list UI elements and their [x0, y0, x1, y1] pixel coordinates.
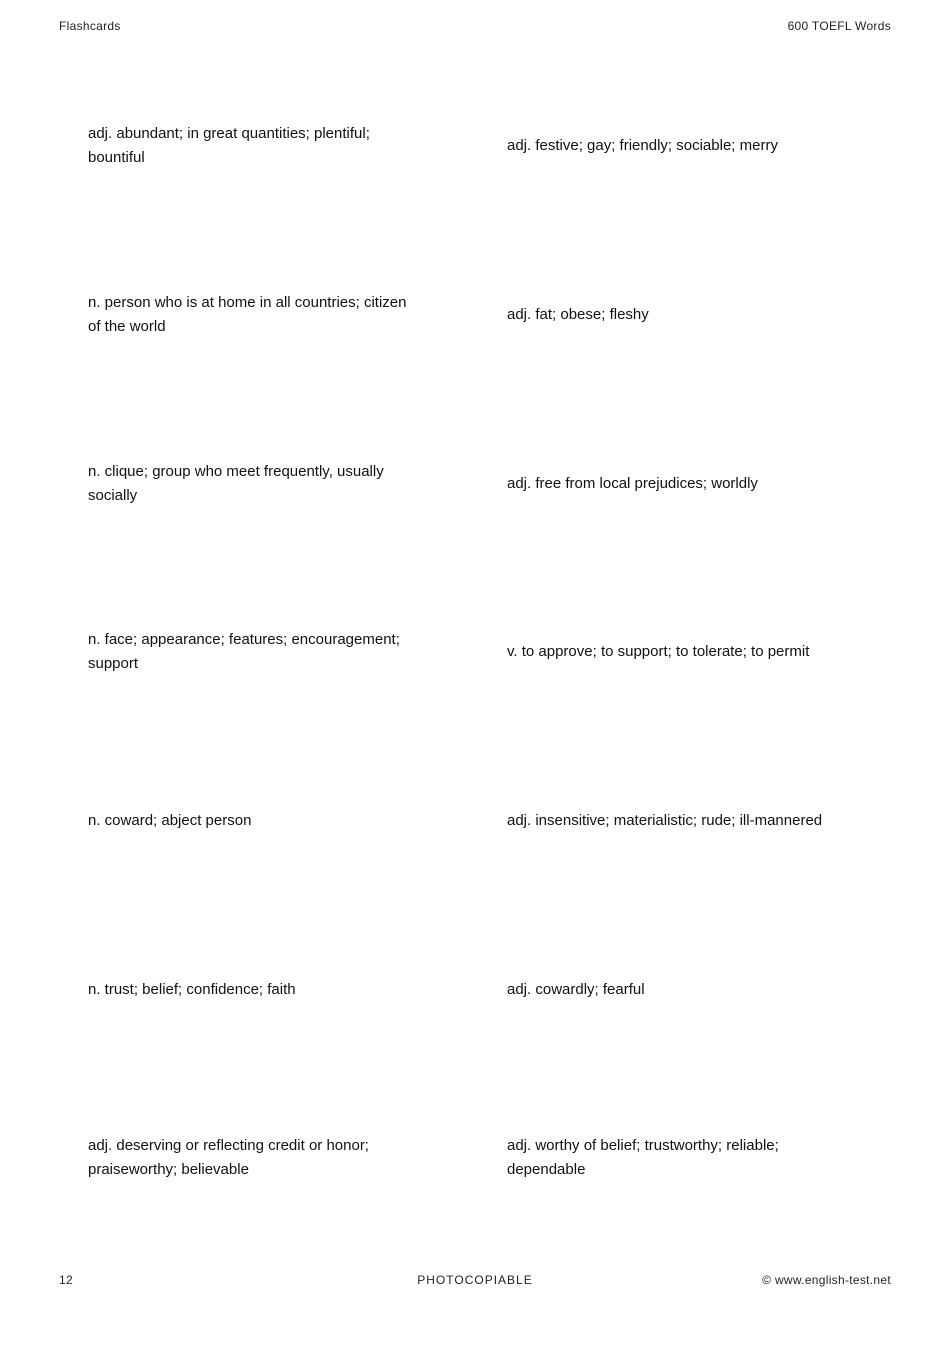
flashcard-definition-right [507, 737, 822, 906]
flashcard-row [0, 1074, 950, 1243]
definition-line: v. to approve; to support; to tolerate; to permit [507, 643, 810, 661]
definition-line: adj. fat; obese; fleshy [507, 306, 649, 324]
flashcard-definition-right [507, 905, 645, 1074]
definition-line: dependable [507, 1161, 586, 1179]
header-book-title: 600 TOEFL Words [787, 19, 891, 33]
definition-line: bountiful [88, 149, 145, 167]
definition-line: of the world [88, 318, 166, 336]
definition-line: socially [88, 486, 138, 504]
flashcard-definition-left [88, 231, 407, 400]
flashcard-row [0, 62, 950, 231]
definition-line: praiseworthy; believable [88, 1161, 249, 1179]
flashcard-definition-left [88, 62, 370, 231]
flashcard-definition-left [88, 399, 384, 568]
photocopiable-label: PHOTOCOPIABLE [417, 1273, 533, 1287]
flashcard-grid [0, 62, 950, 1243]
definition-line: adj. abundant; in great quantities; plentiful; [88, 125, 370, 143]
definition-line: adj. worthy of belief; trustworthy; reliable; [507, 1137, 779, 1155]
copyright-link[interactable]: © www.english-test.net [762, 1273, 891, 1287]
header-section-title: Flashcards [59, 19, 121, 33]
flashcard-row [0, 568, 950, 737]
definition-line: n. clique; group who meet frequently, usually [88, 462, 384, 480]
definition-line: support [88, 655, 139, 673]
flashcard-definition-right [507, 62, 778, 231]
page-number: 12 [59, 1273, 73, 1287]
definition-line: adj. free from local prejudices; worldly [507, 474, 758, 492]
flashcard-definition-right [507, 399, 758, 568]
flashcard-row [0, 231, 950, 400]
definition-line: adj. deserving or reflecting credit or honor; [88, 1137, 369, 1155]
flashcard-row [0, 905, 950, 1074]
flashcard-definition-left [88, 568, 400, 737]
definition-line: adj. festive; gay; friendly; sociable; merry [507, 137, 778, 155]
definition-line: adj. insensitive; materialistic; rude; ill-mannered [507, 812, 823, 830]
flashcard-row [0, 737, 950, 906]
definition-line: n. trust; belief; confidence; faith [88, 980, 296, 998]
flashcard-definition-right [507, 568, 809, 737]
flashcard-definition-left [88, 737, 251, 906]
definition-line: n. coward; abject person [88, 812, 252, 830]
flashcard-definition-left [88, 905, 296, 1074]
flashcard-definition-right [507, 1074, 779, 1243]
definition-line: adj. cowardly; fearful [507, 980, 645, 998]
flashcard-definition-right [507, 231, 649, 400]
flashcard-row [0, 399, 950, 568]
definition-line: n. person who is at home in all countries; citizen [88, 294, 407, 312]
flashcard-definition-left [88, 1074, 369, 1243]
definition-line: n. face; appearance; features; encouragement; [88, 631, 400, 649]
